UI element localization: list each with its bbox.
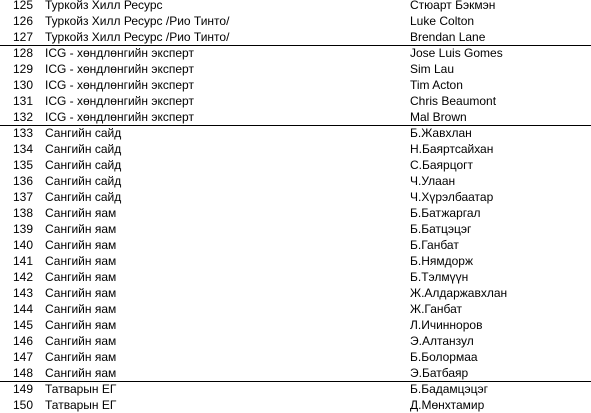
row-number: 144 (13, 302, 34, 316)
row-number: 141 (13, 254, 34, 268)
row-number: 148 (13, 366, 34, 380)
row-number: 145 (13, 318, 34, 332)
row-number: 150 (13, 398, 34, 412)
table-row (0, 45, 591, 61)
table-row (0, 0, 591, 13)
organization-cell: Сангийн сайд (45, 174, 122, 188)
organization-cell: Сангийн яам (45, 286, 117, 300)
row-number: 147 (13, 350, 34, 364)
person-name-cell: Б.Батжаргал (410, 206, 481, 220)
row-number: 133 (13, 126, 34, 140)
organization-cell: ICG - хөндлөнгийн эксперт (45, 78, 194, 92)
row-number: 143 (13, 286, 34, 300)
row-number: 130 (13, 78, 34, 92)
organization-cell: Сангийн яам (45, 206, 117, 220)
row-number: 129 (13, 62, 34, 76)
row-number: 134 (13, 142, 34, 156)
row-number: 146 (13, 334, 34, 348)
table-row (0, 301, 591, 317)
person-name-cell: Б.Батцэцэг (410, 222, 472, 236)
person-name-cell: Chris Beaumont (410, 94, 497, 108)
organization-cell: ICG - хөндлөнгийн эксперт (45, 62, 194, 76)
row-number: 138 (13, 206, 34, 220)
row-number: 140 (13, 238, 34, 252)
table-row (0, 397, 591, 413)
organization-cell: Туркойз Хилл Ресурс /Рио Тинто/ (45, 30, 230, 44)
table-row (0, 125, 591, 141)
organization-cell: Сангийн сайд (45, 126, 122, 140)
person-name-cell: Mal Brown (410, 110, 467, 124)
person-name-cell: Н.Баяртсайхан (410, 142, 494, 156)
person-name-cell: Sim Lau (410, 62, 455, 76)
organization-cell: ICG - хөндлөнгийн эксперт (45, 94, 194, 108)
row-number: 131 (13, 94, 34, 108)
table-row (0, 13, 591, 29)
organization-cell: Сангийн сайд (45, 142, 122, 156)
person-name-cell: С.Баярцогт (410, 158, 474, 172)
table-row (0, 29, 591, 45)
person-name-cell: Jose Luis Gomes (410, 46, 503, 60)
row-number: 132 (13, 110, 34, 124)
table-row (0, 93, 591, 109)
row-number: 136 (13, 174, 34, 188)
organization-cell: Сангийн яам (45, 238, 117, 252)
organization-cell: Туркойз Хилл Ресурс /Рио Тинто/ (45, 14, 230, 28)
row-number: 125 (13, 0, 34, 12)
row-number: 149 (13, 382, 34, 396)
organization-cell: Сангийн яам (45, 302, 117, 316)
person-name-cell: Brendan Lane (410, 30, 486, 44)
person-name-cell: Б.Нямдорж (410, 254, 473, 268)
table-row (0, 61, 591, 77)
row-number: 139 (13, 222, 34, 236)
organization-cell: Сангийн сайд (45, 158, 122, 172)
person-name-cell: Ч.Улаан (410, 174, 456, 188)
person-name-cell: Б.Болормаа (410, 350, 478, 364)
table-row (0, 333, 591, 349)
person-name-cell: Ж.Алдаржавхлан (410, 286, 508, 300)
person-name-cell: Б.Ганбат (410, 238, 459, 252)
row-number: 126 (13, 14, 34, 28)
organization-cell: Сангийн яам (45, 254, 117, 268)
table-row (0, 109, 591, 125)
table-row (0, 317, 591, 333)
organization-cell: ICG - хөндлөнгийн эксперт (45, 46, 194, 60)
organization-cell: Татварын ЕГ (45, 382, 117, 396)
person-name-cell: Luke Colton (410, 14, 475, 28)
row-number: 127 (13, 30, 34, 44)
organization-cell: Сангийн яам (45, 222, 117, 236)
table-row (0, 173, 591, 189)
person-name-cell: Б.Бадамцэцэг (410, 382, 489, 396)
table-row (0, 269, 591, 285)
table-row (0, 253, 591, 269)
organization-cell: ICG - хөндлөнгийн эксперт (45, 110, 194, 124)
person-name-cell: Э.Батбаяр (410, 366, 469, 380)
row-number: 137 (13, 190, 34, 204)
person-name-cell: Б.Жавхлан (410, 126, 472, 140)
table-row (0, 77, 591, 93)
person-name-cell: Л.Ичинноров (410, 318, 483, 332)
row-number: 135 (13, 158, 34, 172)
organization-cell: Сангийн яам (45, 334, 117, 348)
organization-cell: Сангийн яам (45, 270, 117, 284)
organization-cell: Сангийн яам (45, 350, 117, 364)
organization-cell: Сангийн яам (45, 318, 117, 332)
person-name-cell: Э.Алтанзул (410, 334, 474, 348)
table-row (0, 237, 591, 253)
row-number: 142 (13, 270, 34, 284)
table-row (0, 349, 591, 365)
table-row (0, 221, 591, 237)
person-name-cell: Ж.Ганбат (410, 302, 463, 316)
table-row (0, 141, 591, 157)
table-row (0, 365, 591, 381)
table-row (0, 157, 591, 173)
person-name-cell: Ч.Хүрэлбаатар (410, 190, 494, 204)
table-row (0, 205, 591, 221)
table-row (0, 189, 591, 205)
organization-cell: Сангийн сайд (45, 190, 122, 204)
row-number: 128 (13, 46, 34, 60)
person-name-cell: Tim Acton (410, 78, 463, 92)
organization-cell: Туркойз Хилл Ресурс (45, 0, 163, 12)
person-name-cell: Д.Мөнхтамир (410, 398, 485, 412)
table-row (0, 285, 591, 301)
person-name-cell: Б.Тэлмүүн (410, 270, 469, 284)
organization-cell: Сангийн яам (45, 366, 117, 380)
person-name-cell: Стюарт Бэкмэн (410, 0, 496, 12)
organization-cell: Татварын ЕГ (45, 398, 117, 412)
table-row (0, 381, 591, 397)
